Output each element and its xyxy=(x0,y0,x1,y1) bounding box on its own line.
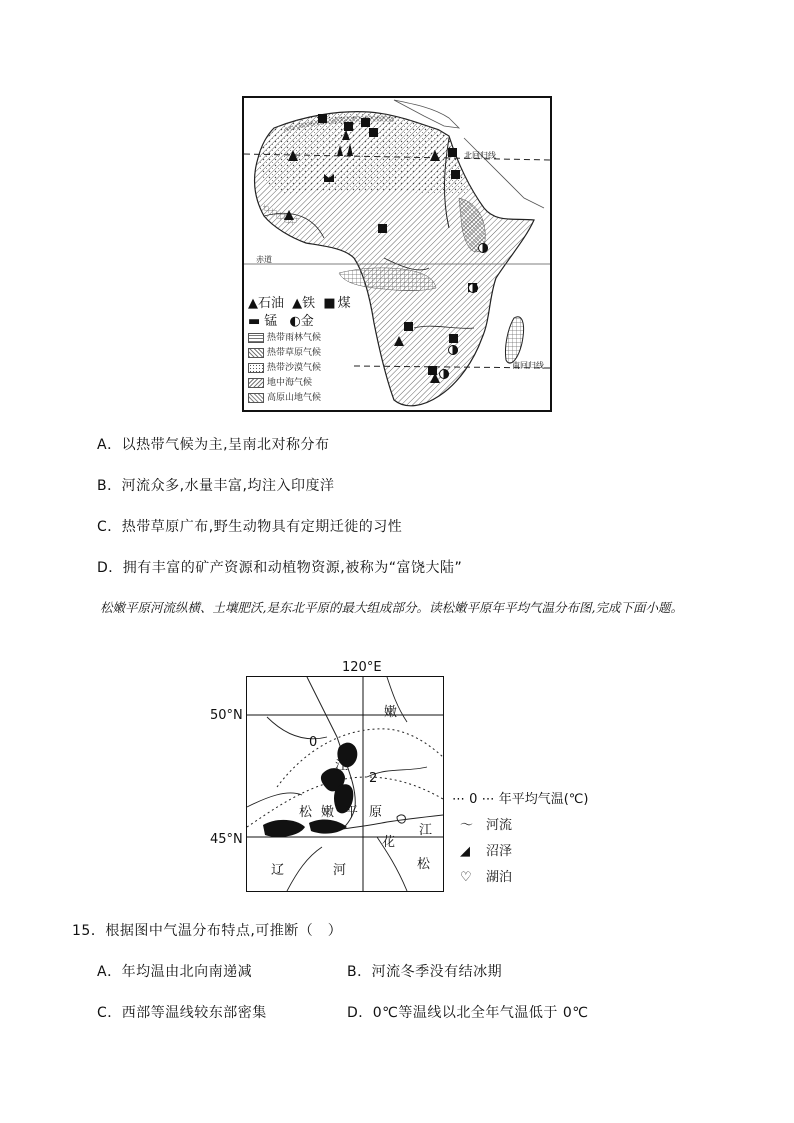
lat-45-label: 45°N xyxy=(210,832,243,847)
legend-gold: 金 xyxy=(300,314,314,329)
place-nen: 嫩 xyxy=(384,705,398,720)
legend-coal: 煤 xyxy=(337,296,351,311)
place-yuan: 原 xyxy=(369,805,383,820)
gold-icon: ◐ xyxy=(289,314,301,329)
q15-stem: 15．根据图中气温分布特点,可推断（ ） xyxy=(72,923,343,939)
legend-isotherm xyxy=(452,788,588,807)
q14-option-b[interactable]: B．河流众多,水量丰富,均注入印度洋 xyxy=(97,478,335,494)
place-jiang2: 江 xyxy=(419,823,433,838)
lon-120-label: 120°E xyxy=(342,660,382,675)
legend-isotherm-value: 0 xyxy=(469,792,478,807)
q14-option-c[interactable]: C．热带草原广布,野生动物具有定期迁徙的习性 xyxy=(97,519,403,535)
legend-lake: ♡ 湖泊 xyxy=(460,870,513,885)
q14-option-d[interactable]: D．拥有丰富的矿产资源和动植物资源,被称为“富饶大陆” xyxy=(97,560,463,576)
legend-isotherm-label: 年平均气温(℃) xyxy=(498,792,589,807)
place-liao: 辽 xyxy=(271,863,285,878)
lake-icon: ♡ xyxy=(460,870,472,885)
place-song2: 松 xyxy=(417,857,431,872)
tropic-north-label: 北回归线 xyxy=(464,151,496,160)
manganese-icon: ▬ xyxy=(248,314,261,329)
swamp-icon: ◢ xyxy=(460,844,470,859)
legend-oil: 石油 xyxy=(258,296,285,311)
highland-swatch xyxy=(248,393,264,403)
isotherm-0-label: 0 xyxy=(309,735,318,750)
place-ping: 平 xyxy=(345,805,359,820)
climate-legend-highland: 高原山地气候 xyxy=(248,390,321,403)
climate-legend-mediterranean: 地中海气候 xyxy=(248,375,312,388)
place-nen2: 嫩 xyxy=(321,805,335,820)
mediterranean-swatch xyxy=(248,378,264,388)
q15-option-a[interactable]: A．年均温由北向南递减 xyxy=(97,964,253,980)
equator-label: 赤道 xyxy=(256,255,272,264)
climate-legend-savanna: 热带草原气候 xyxy=(248,345,321,358)
iron-icon: ▲ xyxy=(292,296,303,311)
legend-manganese: 锰 xyxy=(264,314,278,329)
river-icon: 〜 xyxy=(460,818,474,833)
q14-option-a[interactable]: A．以热带气候为主,呈南北对称分布 xyxy=(97,437,330,453)
resource-legend-row1 xyxy=(248,292,351,311)
resource-legend-row2 xyxy=(248,310,314,329)
isotherm-dotted-icon: ⋯ xyxy=(452,792,465,807)
legend-river: 〜 河流 xyxy=(460,814,512,833)
place-he: 河 xyxy=(333,863,347,878)
isotherm-dotted-icon-right: ⋯ xyxy=(481,792,495,807)
q15-option-c[interactable]: C．西部等温线较东部密集 xyxy=(97,1005,267,1021)
climate-legend-rainforest: 热带雨林气候 xyxy=(248,330,321,343)
place-song: 松 xyxy=(299,805,313,820)
desert-swatch xyxy=(248,363,264,373)
coal-icon: ■ xyxy=(323,296,336,311)
oil-icon: ▲ xyxy=(248,296,258,311)
legend-iron: 铁 xyxy=(302,296,316,311)
savanna-swatch xyxy=(248,348,264,358)
africa-map xyxy=(242,96,552,412)
q15-option-b[interactable]: B．河流冬季没有结冰期 xyxy=(347,964,503,980)
place-jiang: 江 xyxy=(335,759,349,774)
climate-legend-desert: 热带沙漠气候 xyxy=(248,360,321,373)
lat-50-label: 50°N xyxy=(210,708,243,723)
place-hua: 花 xyxy=(382,835,396,850)
q15-option-d[interactable]: D．0℃等温线以北全年气温低于 0℃ xyxy=(347,1005,589,1021)
rainforest-swatch xyxy=(248,333,264,343)
tropic-south-label: 南回归线 xyxy=(512,361,544,370)
legend-swamp: ◢ 沼泽 xyxy=(460,844,513,859)
songnen-map xyxy=(246,676,444,892)
isotherm-2-label: 2 xyxy=(369,771,378,786)
intro-paragraph: 松嫩平原河流纵横、土壤肥沃,是东北平原的最大组成部分。读松嫩平原年平均气温分布图,完成下面小题。 xyxy=(100,600,683,615)
